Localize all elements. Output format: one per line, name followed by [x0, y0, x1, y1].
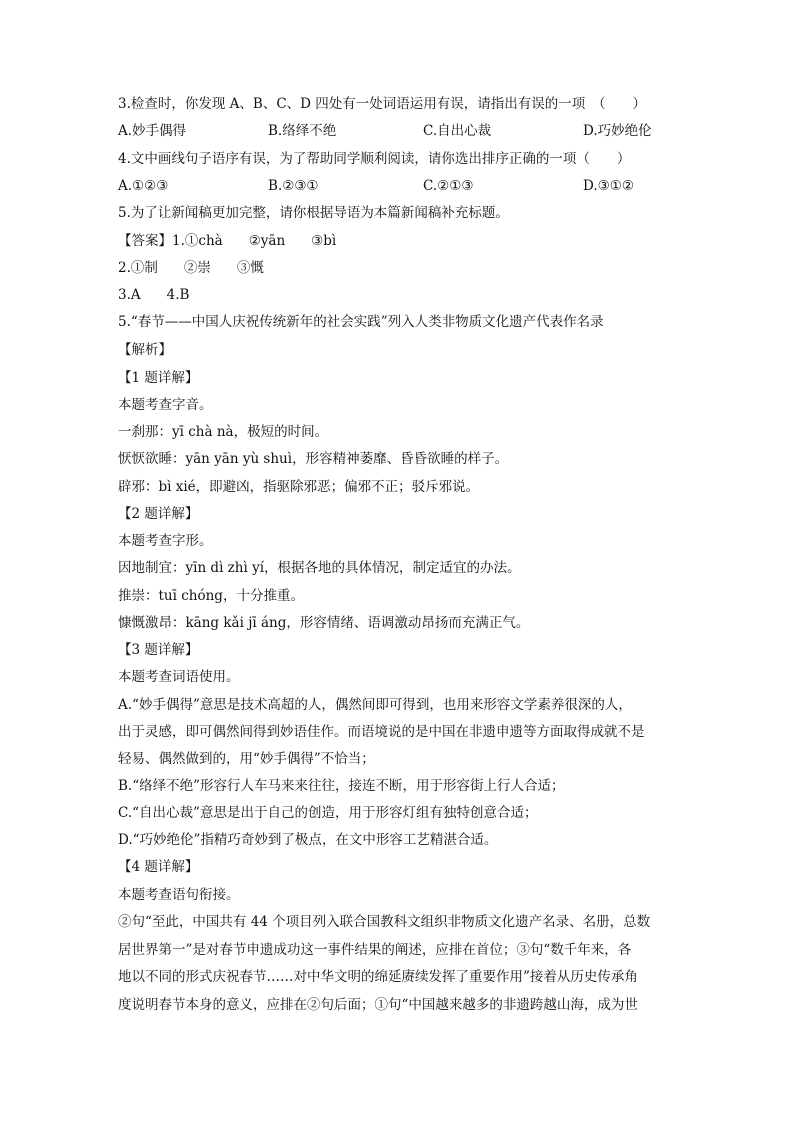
q3-option-b: B.络绎不绝	[268, 123, 337, 139]
detail-3-line: C.“自出心裁”意思是出于自己的创造，用于形容灯组有独特创意合适；	[118, 805, 538, 821]
detail-4-line: 度说明春节本身的意义，应排在②句后面；①句“中国越来越多的非遗跨越山海，成为世	[118, 997, 638, 1013]
detail-3-title: 【3 题详解】	[118, 642, 199, 658]
answer-1-part-2: ②yān	[248, 233, 286, 249]
detail-4-intro: 本题考查语句衔接。	[118, 887, 240, 903]
detail-2-intro: 本题考查字形。	[118, 533, 213, 549]
q4-option-c: C.②①③	[423, 178, 474, 194]
detail-3-intro: 本题考查词语使用。	[118, 669, 240, 685]
detail-1-line: 辟邪：bì xié，即避凶，指驱除邪恶；偏邪不正；驳斥邪说。	[118, 479, 480, 495]
answer-5: 5.“春节——中国人庆祝传统新年的社会实践”列入人类非物质文化遗产代表作名录	[118, 314, 604, 330]
detail-1-line: 恹恹欲睡：yān yān yù shuì，形容精神萎靡、昏昏欲睡的样子。	[118, 451, 509, 467]
detail-3-line: A.“妙手偶得”意思是技术高超的人，偶然间即可得到，也用来形容文学素养很深的人，	[118, 697, 632, 713]
detail-2-line: 推崇：tuī chóng，十分推重。	[118, 588, 304, 604]
detail-4-line: ②句“至此，中国共有 44 个项目列入联合国教科文组织非物质文化遗产名录、名册，总数	[118, 914, 651, 930]
answer-line-3	[118, 286, 678, 304]
answer-line-1	[118, 232, 678, 250]
answer-1-part-1: 1.①chà	[172, 233, 223, 249]
detail-2-title: 【2 题详解】	[118, 506, 199, 522]
detail-1-intro: 本题考查字音。	[118, 397, 213, 413]
q4-option-d: D.③①②	[583, 178, 634, 194]
analysis-label: 【解析】	[118, 342, 172, 358]
answer-2-part-2: ②崇	[183, 260, 211, 276]
answer-2-part-1: 2.①制	[118, 260, 158, 276]
answer-4: 4.B	[166, 287, 190, 303]
detail-4-title: 【4 题详解】	[118, 859, 199, 875]
detail-2-line: 慷慨激昂：kāng kǎi jī áng，形容情绪、语调激动昂扬而充满正气。	[118, 615, 530, 631]
detail-4-line: 居世界第一”是对春节申遗成功这一事件结果的阐述，应排在首位；③句“数千年来，各	[118, 942, 632, 958]
question-4-stem: 4.文中画线句子语序有误，为了帮助同学顺利阅读，请你选出排序正确的一项（ ）	[118, 151, 631, 167]
detail-3-line: B.“络绎不绝”形容行人车马来来往往，接连不断，用于形容街上行人合适；	[118, 778, 565, 794]
question-5-stem: 5.为了让新闻稿更加完整，请你根据导语为本篇新闻稿补充标题。	[118, 205, 509, 221]
q3-option-c: C.自出心裁	[423, 123, 492, 139]
q3-option-d: D.巧妙绝伦	[583, 123, 652, 139]
question-3-stem: 3.检查时，你发现 A、B、C、D 四处有一处词语运用有误，请指出有误的一项 （ ）	[118, 96, 647, 112]
detail-3-line: 出于灵感，即可偶然间得到妙语佳作。而语境说的是中国在非遗申遗等方面取得成就不是	[118, 724, 645, 740]
answer-line-2	[118, 259, 678, 277]
q4-option-b: B.②③①	[268, 178, 319, 194]
answer-label: 【答案】	[118, 233, 172, 249]
detail-1-title: 【1 题详解】	[118, 370, 199, 386]
answer-1-part-3: ③bì	[311, 233, 337, 249]
detail-4-line: 地以不同的形式庆祝春节……对中华文明的绵延赓续发挥了重要作用”接着从历史传承角	[118, 969, 638, 985]
detail-2-line: 因地制宜：yīn dì zhì yí，根据各地的具体情况，制定适宜的办法。	[118, 560, 521, 576]
detail-3-line: D.“巧妙绝伦”指精巧奇妙到了极点，在文中形容工艺精湛合适。	[118, 832, 498, 848]
detail-3-line: 轻易、偶然做到的，用“妙手偶得”不恰当；	[118, 751, 375, 767]
answer-3: 3.A	[118, 287, 141, 303]
q3-option-a: A.妙手偶得	[118, 123, 187, 139]
detail-1-line: 一刹那：yī chà nà，极短的时间。	[118, 424, 329, 440]
q4-option-a: A.①②③	[118, 178, 169, 194]
answer-2-part-3: ③慨	[236, 260, 264, 276]
